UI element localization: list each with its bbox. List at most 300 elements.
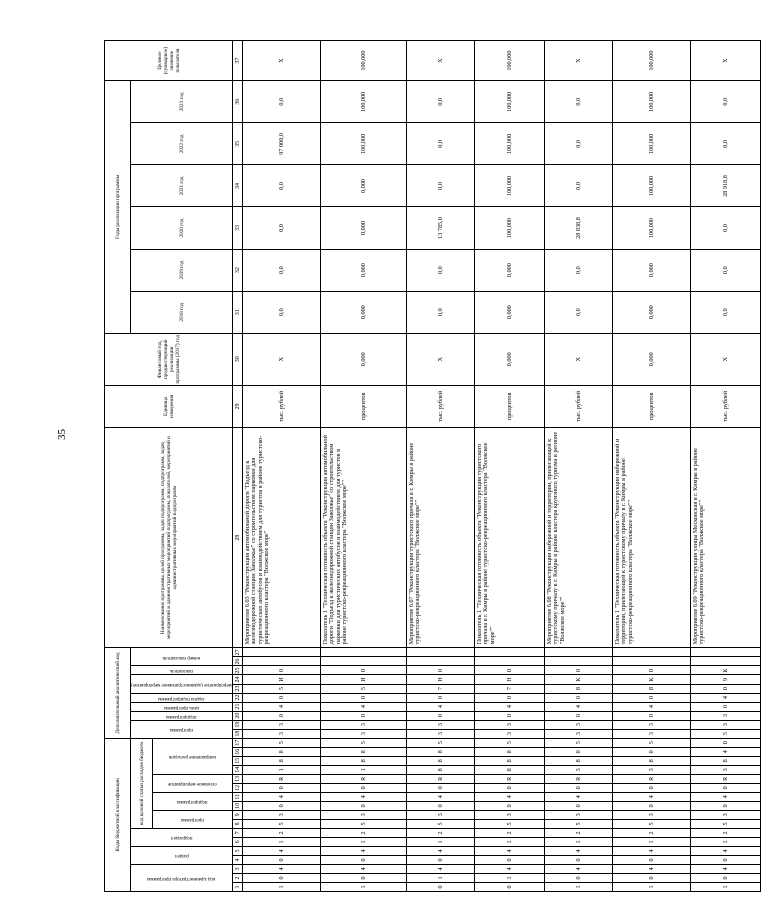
column-number: 12: [234, 784, 241, 791]
code-cell: 0: [243, 693, 321, 702]
code-cell: 4: [321, 846, 407, 855]
code-cell: 0: [321, 711, 407, 720]
code-cell: 4: [545, 702, 613, 711]
code-cell: 3: [321, 810, 407, 819]
code-cell: 4: [691, 864, 761, 873]
code-cell: 0: [243, 801, 321, 810]
code-cell: 5: [243, 819, 321, 828]
row-name: Показатель 1 "Техническая готовность объекта "Реконструкция туристского причала в г. Кимры в районе туристско-рекреационного кластера "Волжское море"": [475, 427, 545, 647]
code-cell: 3: [545, 765, 613, 774]
code-cell: 8: [243, 747, 321, 756]
target-column-header: Целевое (суммарное) значение показателя: [105, 41, 233, 81]
code-cell: 0: [545, 666, 613, 675]
row-year-value: 0,0: [407, 165, 475, 207]
column-number: 4: [233, 855, 243, 864]
code-cell: 0: [407, 783, 475, 792]
code-cell: 0: [613, 666, 691, 675]
code-cell: 2: [407, 828, 475, 837]
code-cell: 4: [613, 846, 691, 855]
row-year-value: 0,0: [691, 207, 761, 249]
row-fin-year: X: [545, 333, 613, 385]
column-number: 35: [233, 123, 243, 165]
code-cell: [407, 657, 475, 666]
row-fin-year: X: [691, 333, 761, 385]
name-column-header: Наименование программы, целей программы, задач подпрограмм, подпрограмм, задач, мероприятий и административных мероприятий подпрограмм, показателей, мероприятий и административных мероприятий подпрограмм: [105, 427, 233, 647]
row-year-value: 0,0: [243, 291, 321, 333]
column-number: 36: [233, 81, 243, 123]
gp-admin-header: код администратора программы: [147, 875, 216, 881]
code-cell: 4: [243, 846, 321, 855]
code-cell: 0: [321, 873, 407, 882]
table-row: [545, 41, 613, 892]
column-number: 17: [234, 739, 241, 746]
table-row: [321, 41, 407, 892]
row-target: X: [407, 41, 475, 81]
code-cell: 4: [475, 702, 545, 711]
code-cell: 1: [475, 873, 545, 882]
row-fin-year: 0,000: [321, 333, 407, 385]
code-cell: 4: [243, 864, 321, 873]
row-name: Показатель 1 "Техническая готовность объекта "Реконструкция автомобильной дороги "Подъезд к железнодорожной станции Заволжье" со строительством парковки для туристических автобусов и взаимодействием для туристов в районе туристско-рекреационного кластера "Волжское море"": [321, 427, 407, 647]
table-body: [243, 41, 761, 892]
code-cell: R: [407, 774, 475, 783]
code-cell: 4: [691, 747, 761, 756]
row-year-value: 0,0: [545, 291, 613, 333]
code-cell: R: [545, 774, 613, 783]
code-cell: 2: [321, 828, 407, 837]
code-cell: 0: [475, 783, 545, 792]
code-cell: 3: [613, 729, 691, 738]
code-cell: 1: [545, 837, 613, 846]
code-cell: 5: [613, 819, 691, 828]
code-cell: 0: [691, 855, 761, 864]
podrazdel-header: подраздел: [170, 835, 193, 841]
code-cell: [407, 648, 475, 657]
row-year-value: 100,000: [613, 123, 691, 165]
code-cell: 3: [243, 810, 321, 819]
row-year-value: 0,0: [243, 165, 321, 207]
code-cell: 4: [691, 693, 761, 702]
row-year-value: 13 785,0: [407, 207, 475, 249]
code-cell: 4: [321, 792, 407, 801]
code-cell: 2: [545, 828, 613, 837]
code-cell: 0: [321, 801, 407, 810]
code-cell: 8: [475, 747, 545, 756]
year-2018-header: 2018 год: [131, 291, 233, 333]
pokazatel-header: показатель: [170, 668, 193, 674]
row-year-value: 100,000: [321, 123, 407, 165]
code-cell: 0: [407, 711, 475, 720]
code-cell: 4: [613, 792, 691, 801]
row-year-value: 0,000: [321, 165, 407, 207]
code-cell: [691, 657, 761, 666]
row-year-value: 0,0: [407, 81, 475, 123]
code-cell: 5: [545, 738, 613, 747]
code-cell: 1: [243, 765, 321, 774]
row-name: Мероприятие 6.08 "Реконструкция набережной и территории, прилегающей к туристскому причалу в г. Кимры в районе кластера круизного туризма в регионе "Волжское море"": [545, 427, 613, 647]
row-year-value: 0,0: [691, 123, 761, 165]
code-cell: 5: [321, 819, 407, 828]
code-cell: 1: [613, 882, 691, 891]
code-cell: 0: [691, 783, 761, 792]
code-cell: 0: [475, 693, 545, 702]
row-year-value: 0,000: [613, 249, 691, 291]
table-row: [243, 41, 321, 892]
code-cell: 8: [475, 756, 545, 765]
row-year-value: 0,0: [407, 291, 475, 333]
budget-codes-header: Коды бюджетной классификации: [105, 738, 131, 891]
program-table: [104, 40, 761, 892]
years-group-header: Годы реализации программы: [105, 81, 131, 334]
code-cell: 7: [407, 684, 475, 693]
column-number: 24: [234, 676, 241, 683]
code-cell: 0: [613, 783, 691, 792]
row-year-value: 0,000: [613, 291, 691, 333]
column-number: 2: [233, 873, 243, 882]
code-cell: Н: [475, 675, 545, 684]
row-year-value: 0,000: [475, 249, 545, 291]
row-fin-year: X: [407, 333, 475, 385]
code-cell: 0: [407, 693, 475, 702]
main-event-header: основное мероприятие: [168, 781, 217, 787]
code-cell: 4: [691, 846, 761, 855]
code-cell: 0: [407, 882, 475, 891]
row-year-value: 100,000: [613, 81, 691, 123]
row-year-value: 0,0: [407, 123, 475, 165]
column-number: 7: [233, 828, 243, 837]
code-cell: [475, 657, 545, 666]
code-cell: 0: [475, 855, 545, 864]
code-cell: R: [613, 774, 691, 783]
code-cell: 2: [691, 828, 761, 837]
row-unit: тыс. рублей: [545, 385, 613, 427]
code-cell: 0: [613, 801, 691, 810]
code-cell: 3: [407, 720, 475, 729]
code-cell: 0: [321, 783, 407, 792]
row-year-value: 0,0: [545, 123, 613, 165]
code-cell: 3: [475, 729, 545, 738]
table-row: [613, 41, 691, 892]
code-cell: 2: [243, 828, 321, 837]
year-2020-header: 2020 год: [131, 207, 233, 249]
code-cell: 3: [407, 810, 475, 819]
code-cell: 0: [545, 873, 613, 882]
code-cell: 1: [691, 882, 761, 891]
year-2022-header: 2022 год: [131, 123, 233, 165]
code-cell: 1: [613, 837, 691, 846]
code-cell: И: [243, 675, 321, 684]
code-cell: 0: [407, 801, 475, 810]
code-cell: 8: [691, 756, 761, 765]
code-cell: 4: [243, 702, 321, 711]
row-year-value: 100,000: [613, 207, 691, 249]
row-fin-year: X: [243, 333, 321, 385]
code-cell: 3: [475, 720, 545, 729]
code-cell: 8: [321, 756, 407, 765]
code-cell: 0: [475, 801, 545, 810]
row-unit: процентов: [321, 385, 407, 427]
row-target: X: [691, 41, 761, 81]
column-number: 9: [233, 810, 243, 819]
code-cell: 0: [475, 666, 545, 675]
row-year-value: 100,000: [321, 81, 407, 123]
code-cell: 3: [321, 720, 407, 729]
code-cell: 8: [243, 756, 321, 765]
column-number: 3: [233, 864, 243, 873]
column-number: 33: [233, 207, 243, 249]
row-year-value: 0,000: [321, 249, 407, 291]
code-cell: К: [545, 675, 613, 684]
code-cell: 0: [475, 711, 545, 720]
code-cell: 8: [321, 747, 407, 756]
code-cell: 0: [691, 702, 761, 711]
column-number: 32: [233, 249, 243, 291]
row-fin-year: 0,000: [475, 333, 545, 385]
row-year-value: 0,0: [691, 291, 761, 333]
code-cell: [613, 648, 691, 657]
code-cell: 4: [407, 792, 475, 801]
code-cell: 5: [613, 738, 691, 747]
row-name: Мероприятие 6.07 "Реконструкция туристского причала в г. Кимры в районе туристско-рекреационного кластера "Волжское море"": [407, 427, 475, 647]
row-year-value: 0,0: [545, 249, 613, 291]
column-number: 11: [234, 793, 241, 800]
row-year-value: 28 838,8: [545, 207, 613, 249]
code-cell: 0: [691, 801, 761, 810]
row-year-value: 0,0: [243, 207, 321, 249]
column-numbers-row: [233, 41, 243, 892]
code-cell: 8: [545, 756, 613, 765]
table-row: [407, 41, 475, 892]
row-target: 100,000: [613, 41, 691, 81]
column-number: 37: [233, 41, 243, 81]
code-cell: 4: [475, 792, 545, 801]
code-cell: 1: [407, 837, 475, 846]
column-number: 15: [234, 757, 241, 764]
code-cell: 4: [243, 792, 321, 801]
code-cell: 1: [243, 837, 321, 846]
column-number: 29: [233, 385, 243, 427]
code-cell: 4: [475, 864, 545, 873]
code-cell: 0: [243, 783, 321, 792]
code-cell: 2: [475, 828, 545, 837]
code-cell: 0: [545, 693, 613, 702]
meropriyatie-header: мероприятие (административное мероприятие): [131, 682, 232, 688]
row-year-value: 0,0: [243, 249, 321, 291]
code-cell: [243, 648, 321, 657]
code-cell: 9: [691, 675, 761, 684]
program-header: программа: [181, 817, 204, 823]
row-year-value: 0,0: [691, 81, 761, 123]
code-cell: 0: [243, 855, 321, 864]
code-cell: 5: [545, 819, 613, 828]
code-cell: 0: [407, 855, 475, 864]
code-cell: 3: [691, 810, 761, 819]
code-cell: 0: [691, 873, 761, 882]
column-number: 31: [233, 291, 243, 333]
code-cell: 0: [545, 747, 613, 756]
code-cell: 4: [321, 864, 407, 873]
year-2023-header: 2023 год: [131, 81, 233, 123]
code-cell: 4: [545, 846, 613, 855]
code-cell: 3: [407, 729, 475, 738]
row-name: Мероприятие 6.09 "Реконструкция улицы Московская в г. Кимры в районе туристско-рекреационного кластера "Волжское море"": [691, 427, 761, 647]
code-cell: 8: [613, 756, 691, 765]
row-year-value: 0,0: [691, 249, 761, 291]
code-cell: К: [613, 675, 691, 684]
code-cell: 4: [691, 792, 761, 801]
code-cell: 3: [475, 810, 545, 819]
column-number: 23: [234, 685, 241, 692]
code-cell: [243, 657, 321, 666]
code-cell: 4: [613, 864, 691, 873]
code-cell: 5: [407, 738, 475, 747]
code-cell: 3: [321, 729, 407, 738]
row-unit: тыс. рублей: [407, 385, 475, 427]
code-cell: 5: [691, 819, 761, 828]
column-number: 28: [233, 427, 243, 647]
column-number: 22: [234, 694, 241, 701]
column-number: 8: [233, 819, 243, 828]
code-cell: 1: [545, 882, 613, 891]
code-cell: 0: [613, 693, 691, 702]
code-cell: 0: [613, 873, 691, 882]
page-number: 35: [56, 429, 68, 440]
code-cell: 3: [691, 765, 761, 774]
column-number: 19: [234, 721, 241, 728]
code-cell: 3: [691, 711, 761, 720]
row-target: X: [545, 41, 613, 81]
code-cell: 5: [475, 738, 545, 747]
code-cell: 0: [545, 801, 613, 810]
code-cell: 0: [545, 711, 613, 720]
code-cell: [321, 648, 407, 657]
code-cell: 8: [407, 765, 475, 774]
row-year-value: 100,000: [475, 123, 545, 165]
cel-header: цель программы: [163, 704, 200, 710]
code-cell: 3: [613, 810, 691, 819]
code-cell: 3: [243, 720, 321, 729]
code-cell: 0: [613, 747, 691, 756]
row-target: 100,000: [321, 41, 407, 81]
column-number: 20: [234, 712, 241, 719]
code-cell: [545, 648, 613, 657]
row-year-value: 0,0: [407, 249, 475, 291]
table-row: [475, 41, 545, 892]
target-article-header: код целевой статьи расходов бюджета: [131, 738, 153, 828]
column-number: 5: [233, 846, 243, 855]
column-number: 34: [233, 165, 243, 207]
row-year-value: 0,000: [321, 207, 407, 249]
code-cell: 8: [407, 756, 475, 765]
column-number: 6: [233, 837, 243, 846]
row-unit: тыс. рублей: [691, 385, 761, 427]
code-cell: 3: [613, 765, 691, 774]
code-cell: 5: [243, 684, 321, 693]
unit-column-header: Единица измерения: [105, 385, 233, 427]
code-cell: 0: [545, 783, 613, 792]
num-pokaz-header: номер показателя: [162, 654, 201, 660]
code-cell: R: [321, 774, 407, 783]
row-year-value: 100,000: [475, 207, 545, 249]
direction-header: направление расходов: [169, 754, 216, 760]
row-year-value: 100,000: [475, 165, 545, 207]
row-target: 100,000: [475, 41, 545, 81]
code-cell: 5: [243, 738, 321, 747]
code-cell: 0: [243, 873, 321, 882]
code-cell: 4: [545, 792, 613, 801]
row-name: Показатель 1 "Техническая готовность объекта "Реконструкция набережной и территории, прилегающей к туристскому причалу в г. Кимры в районе туристско-рекреационного кластера "Волжское море"": [613, 427, 691, 647]
code-cell: 5: [407, 819, 475, 828]
code-cell: 8: [475, 765, 545, 774]
programma-header: программа: [170, 727, 193, 733]
table-row: [691, 41, 761, 892]
code-cell: Н: [407, 675, 475, 684]
code-cell: 4: [545, 864, 613, 873]
row-unit: тыс. рублей: [243, 385, 321, 427]
column-number: 1: [233, 882, 243, 891]
code-cell: 1: [321, 882, 407, 891]
row-target: X: [243, 41, 321, 81]
code-cell: 0: [321, 855, 407, 864]
row-year-value: 0,0: [545, 165, 613, 207]
code-cell: R: [243, 774, 321, 783]
row-year-value: 0,0: [545, 81, 613, 123]
code-cell: R: [691, 774, 761, 783]
column-number: 18: [234, 730, 241, 737]
code-cell: [545, 657, 613, 666]
row-year-value: 28 918,8: [691, 165, 761, 207]
code-cell: 5: [691, 729, 761, 738]
column-number: 25: [234, 667, 241, 674]
code-cell: 0: [613, 711, 691, 720]
code-cell: 0: [321, 666, 407, 675]
row-unit: процентов: [475, 385, 545, 427]
podprogramma-header: подпрограмма: [166, 713, 197, 719]
code-cell: 8: [545, 684, 613, 693]
column-number: 13: [234, 775, 241, 782]
code-cell: 4: [407, 864, 475, 873]
code-cell: 8: [407, 747, 475, 756]
code-cell: [691, 648, 761, 657]
row-year-value: 100,000: [613, 165, 691, 207]
code-cell: 5: [475, 819, 545, 828]
code-cell: 0: [475, 882, 545, 891]
code-cell: 8: [613, 684, 691, 693]
year-2021-header: 2021 год: [131, 165, 233, 207]
code-cell: 0: [691, 738, 761, 747]
code-cell: 2: [613, 828, 691, 837]
code-cell: 7: [475, 684, 545, 693]
code-cell: 0: [321, 693, 407, 702]
code-cell: 1: [691, 837, 761, 846]
code-cell: 5: [321, 684, 407, 693]
column-number: 10: [234, 802, 241, 809]
code-cell: 3: [691, 720, 761, 729]
fin-year-column-header: Финансовый год, предшествующий реализации программы (2017) год: [105, 333, 233, 385]
code-cell: 1: [321, 765, 407, 774]
code-cell: 1: [321, 837, 407, 846]
row-fin-year: 0,000: [613, 333, 691, 385]
year-2019-header: 2019 год: [131, 249, 233, 291]
column-number: 16: [234, 748, 241, 755]
code-cell: 0: [243, 666, 321, 675]
code-cell: 0: [613, 855, 691, 864]
code-cell: 3: [545, 810, 613, 819]
row-year-value: 0,000: [321, 291, 407, 333]
row-year-value: 97 000,0: [243, 123, 321, 165]
code-cell: 4: [407, 702, 475, 711]
rotated-page-content: [104, 40, 729, 892]
